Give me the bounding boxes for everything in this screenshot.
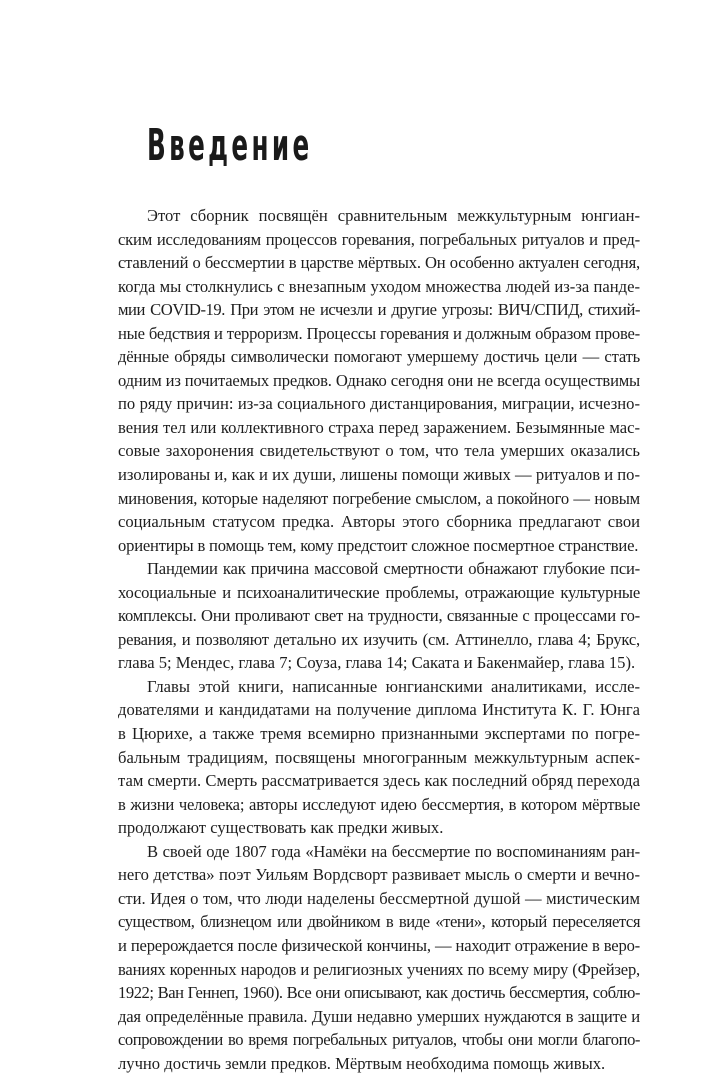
text-line: продолжают существовать как предки живых. bbox=[118, 818, 444, 838]
text-line: ориентиры в помощь тем, кому предстоит сложное посмертное странствие. bbox=[118, 535, 639, 555]
text-line: дователями и кандидатами на получение диплома Института К. Г. Юнга bbox=[118, 700, 640, 720]
paragraph bbox=[118, 675, 640, 840]
text-line: ским исследованиям процессов горевания, погребальных ритуалов и пред- bbox=[118, 229, 640, 249]
text-line: дая определённые правила. Души недавно умерших нуждаются в защите и bbox=[118, 1006, 640, 1026]
text-line: изолированы и, как и их души, лишены помощи живых — ритуалов и по- bbox=[118, 465, 640, 485]
text-line: в жизни человека; авторы исследуют идею бессмертия, в котором мёртвые bbox=[118, 794, 640, 814]
text-line: ставлений о бессмертии в царстве мёртвых. Он особенно актуален сегодня, bbox=[118, 253, 640, 273]
text-line: миновения, которые наделяют погребение смыслом, а покойного — новым bbox=[118, 488, 640, 508]
body-text bbox=[118, 204, 640, 1075]
text-line: Пандемии как причина массовой смертности обнажают глубокие пси- bbox=[147, 559, 640, 579]
text-line: по ряду причин: из-за социального дистанцирования, миграции, исчезно- bbox=[118, 394, 640, 414]
text-line: дённые обряды символически помогают умершему достичь цели — стать bbox=[118, 347, 640, 367]
text-line: ревания, и позволяют детально их изучить (см. Аттинелло, глава 4; Брукс, bbox=[118, 629, 640, 649]
text-line: существом, близнецом или двойником в виде «тени», который переселяется bbox=[118, 912, 640, 932]
text-line: совые захоронения свидетельствуют о том, что тела умерших оказались bbox=[118, 441, 640, 461]
paragraph bbox=[118, 840, 640, 1075]
paragraph bbox=[118, 204, 640, 557]
text-line: когда мы столкнулись с внезапным уходом множества людей из-за панде- bbox=[118, 276, 640, 296]
text-line: хосоциальные и психоаналитические проблемы, отражающие культурные bbox=[118, 582, 640, 602]
text-line: него детства» поэт Уильям Вордсворт развивает мысль о смерти и вечно- bbox=[118, 865, 640, 885]
text-line: и перерождается после физической кончины, — находит отражение в веро- bbox=[118, 935, 640, 955]
text-line: В своей оде 1807 года «Намёки на бессмертие по воспоминаниям ран- bbox=[147, 841, 640, 861]
text-line: бальным традициям, посвящены многогранным межкультурным аспек- bbox=[118, 747, 640, 767]
text-line: Главы этой книги, написанные юнгианскими аналитиками, иссле- bbox=[147, 676, 640, 696]
text-line: одним из почитаемых предков. Однако сегодня они не всегда осуществимы bbox=[118, 370, 640, 390]
text-line: ваниях коренных народов и религиозных учениях по всему миру (Фрейзер, bbox=[118, 959, 640, 979]
text-line: 1922; Ван Геннеп, 1960). Все они описывают, как достичь бессмертия, соблю- bbox=[118, 983, 640, 1003]
text-line: сопровождении во время погребальных ритуалов, чтобы они могли благопо- bbox=[118, 1030, 640, 1050]
text-line: мии COVID-19. При этом не исчезли и другие угрозы: ВИЧ/СПИД, стихий- bbox=[118, 300, 640, 320]
chapter-title: Введение bbox=[147, 120, 313, 171]
text-line: глава 5; Мендес, глава 7; Соуза, глава 14; Саката и Бакенмайер, глава 15). bbox=[118, 653, 636, 673]
text-line: лучно достичь земли предков. Мёртвым необходима помощь живых. bbox=[118, 1053, 606, 1073]
paragraph bbox=[118, 557, 640, 675]
text-line: социальным статусом предка. Авторы этого сборника предлагают свои bbox=[118, 512, 640, 532]
text-line: сти. Идея о том, что люди наделены бессмертной душой — мистическим bbox=[118, 888, 640, 908]
text-line: вения тел или коллективного страха перед заражением. Безымянные мас- bbox=[118, 417, 640, 437]
text-line: в Цюрихе, а также тремя всемирно признанными экспертами по погре- bbox=[118, 724, 640, 744]
text-line: там смерти. Смерть рассматривается здесь как последний обряд перехода bbox=[118, 771, 640, 791]
text-line: ные бедствия и терроризм. Процессы горевания и должным образом прове- bbox=[118, 323, 640, 343]
text-line: комплексы. Они проливают свет на трудности, связанные с процессами го- bbox=[118, 606, 640, 626]
text-line: Этот сборник посвящён сравнительным межкультурным юнгиан- bbox=[147, 206, 640, 225]
